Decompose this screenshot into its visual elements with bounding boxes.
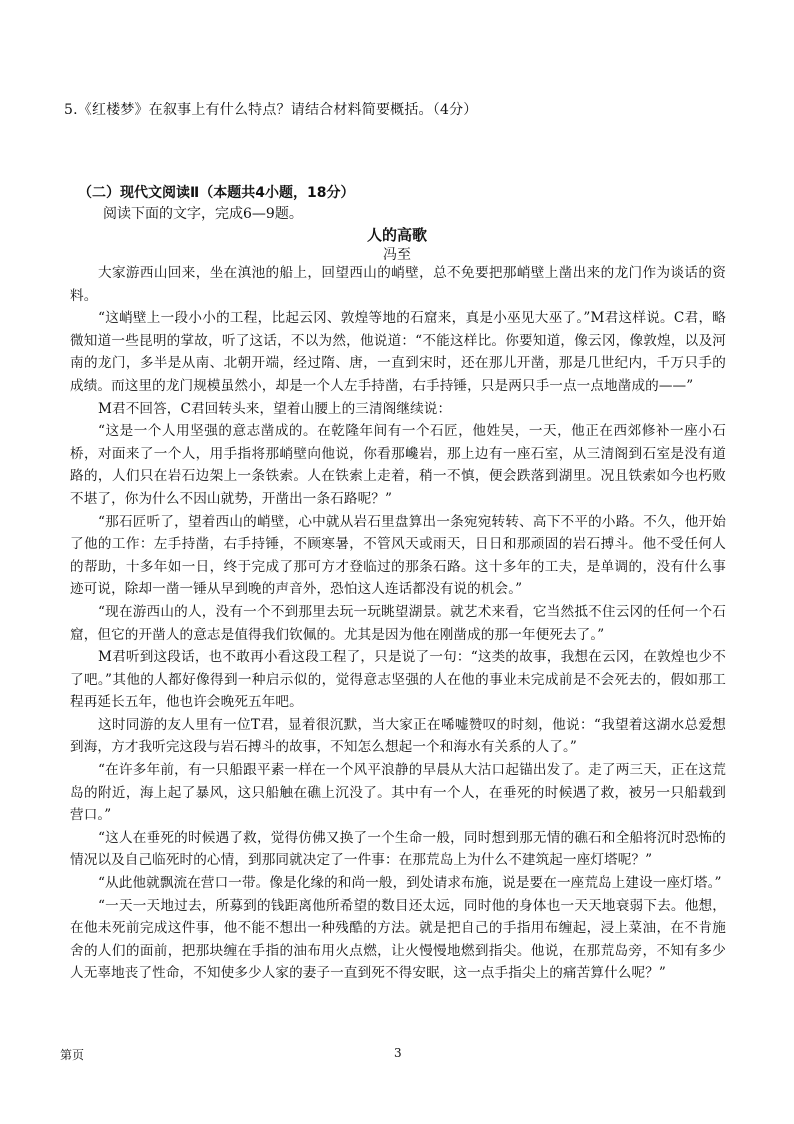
footer-page-number: 3 xyxy=(394,1046,402,1060)
article-author: 冯至 xyxy=(383,247,411,263)
article-title: 人的高歌 xyxy=(366,226,427,244)
paragraph: “这峭壁上一段小小的工程，比起云冈、敦煌等地的石窟来，真是小巫见大巫了。”M君这样说。C君，略微知道一些昆明的掌故，听了这话，不以为然，他说道：“不能这样比。你要知道，像云冈，像敦煌，以及河南的龙门，多半是从南、北朝开端，经过隋、唐，一直到宋时，还在那儿开凿，那是几世纪内，千万只手的成绩。而这里的龙门规模虽然小，却是一个人左手持凿，右手持锤，只是两只手一点一点地凿成的——” xyxy=(70,310,726,394)
paragraph: “在许多年前，有一只船跟平素一样在一个风平浪静的早晨从大沽口起锚出发了。走了两三天，正在这荒岛的附近，海上起了暴风，这只船触在礁上沉没了。其中有一个人，在垂死的时候遇了救，被另一只船载到营口。” xyxy=(70,762,726,824)
paragraph: “一天一天地过去，所募到的钱距离他所希望的数目还太远，同时他的身体也一天天地衰弱下去。他想，在他未死前完成这件事，他不能不想出一种残酷的方法。就是把自己的手指用布缠起，浸上菜油，在不肯施舍的人们的面前，把那块缠在手指的油布用火点燃，让火慢慢地燃到指尖。他说，在那荒岛旁，不知有多少人无辜地丧了性命，不知使多少人家的妻子一直到死不得安眠，这一点手指尖上的痛苦算什么呢？” xyxy=(70,897,726,982)
paragraph: M君听到这段话，也不敢再小看这段工程了，只是说了一句：“这类的故事，我想在云冈，在敦煌也少不了吧。”其他的人都好像得到一种启示似的，觉得意志坚强的人在他的事业未完成前是不会死去的，假如那工程再延长五年，他也许会晚死五年吧。 xyxy=(70,649,726,711)
section-title: （二）现代文阅读Ⅱ（本题共4小题，18分） xyxy=(78,185,355,201)
article-body xyxy=(70,262,726,985)
paragraph: 大家游西山回来，坐在滇池的船上，回望西山的峭壁，总不免要把那峭壁上凿出来的龙门作为谈话的资料。 xyxy=(70,265,726,304)
paragraph: “这是一个人用坚强的意志凿成的。在乾隆年间有一个石匠，他姓吴，一天，他正在西郊修补一座小石桥，对面来了一个人，用手指将那峭壁向他说，你看那巉岩，那上边有一座石室，从三清阁到石室是没有道路的，人们只在岩石边架上一条铁索。人在铁索上走着，稍一不慎，便会跌落到湖里。况且铁索如今也朽败不堪了，你为什么不因山就势，开凿出一条石路呢？” xyxy=(70,423,726,507)
paragraph: “从此他就飘流在营口一带。像是化缘的和尚一般，到处请求布施，说是要在一座荒岛上建设一座灯塔。” xyxy=(98,875,722,892)
paragraph: “这人在垂死的时候遇了救，觉得仿佛又换了一个生命一般，同时想到那无情的礁石和全船将沉时恐怖的情况以及自己临死时的心情，到那同就决定了一件事：在那荒岛上为什么不建筑起一座灯塔呢？” xyxy=(70,829,726,869)
instruction: 阅读下面的文字，完成6—9题。 xyxy=(103,206,303,222)
footer-page-label: 第页 xyxy=(60,1048,85,1062)
question-5: 5.《红楼梦》在叙事上有什么特点？请结合材料简要概括。（4分） xyxy=(64,102,478,118)
paragraph: M君不回答，C君回转头来，望着山腰上的三清阁继续说： xyxy=(98,400,452,417)
paragraph: 这时同游的友人里有一位T君，显着很沉默，当大家正在唏嘘赞叹的时刻，他说：“我望着这湖水总爱想到海，方才我听完这段与岩石搏斗的故事，不知怎么想起一个和海水有关系的人了。” xyxy=(70,716,726,756)
paragraph: “现在游西山的人，没有一个不到那里去玩一玩眺望湖景。就艺术来看，它当然抵不住云冈的任何一个石窟，但它的开凿人的意志是值得我们钦佩的。尤其是因为他在刚凿成的那一年便死去了。” xyxy=(70,603,726,643)
paragraph: “那石匠听了，望着西山的峭壁，心中就从岩石里盘算出一条宛宛转转、高下不平的小路。不久，他开始了他的工作：左手持凿，右手持锤，不顾寒暑，不管风天或雨天，日日和那顽固的岩石搏斗。他不受任何人的帮助，十多年如一日，终于完成了那可方才登临过的那条石路。这十多年的工夫，是单调的，没有什么事迹可说，除却一凿一锤从早到晚的声音外，恐怕这人连话都没有说的机会。” xyxy=(70,513,726,598)
